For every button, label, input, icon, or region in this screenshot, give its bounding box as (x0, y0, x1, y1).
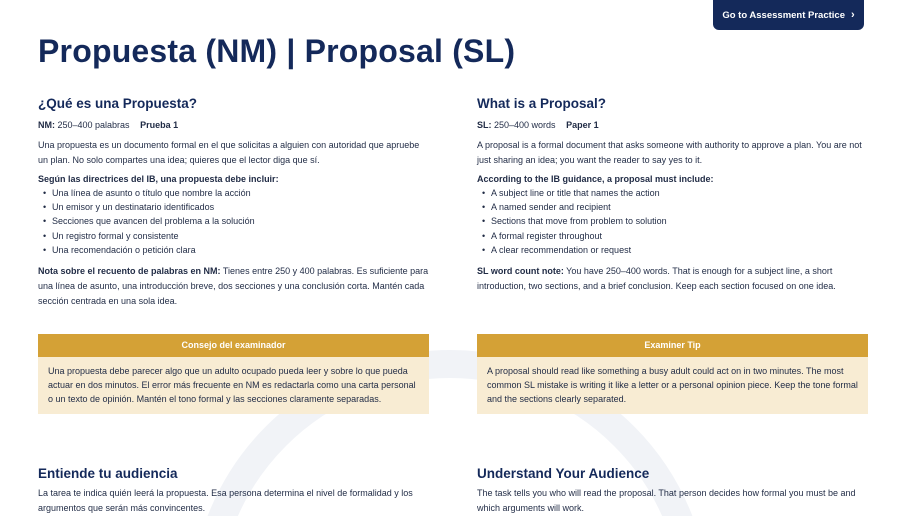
word-range: 250–400 palabras (55, 120, 130, 130)
note-label: SL word count note: (477, 266, 564, 277)
section-heading: Entiende tu audiencia (38, 466, 178, 481)
list-item: • Secciones que avancen del problema a la solución (38, 214, 430, 228)
section-heading: What is a Proposal? (477, 96, 607, 111)
note-label: Nota sobre el recuento de palabras en NM: (38, 266, 221, 277)
tip-body: A proposal should read like something a busy adult could act on in two minutes. The most common SL mistake is writing it like a letter or a personal opinion piece. Keep the tone formal and the sections clearly separated. (477, 357, 868, 414)
list-item: • Una recomendación o petición clara (38, 243, 430, 257)
cta-label: Go to Assessment Practice (722, 9, 845, 21)
list-item: • A clear recommendation or request (477, 243, 869, 257)
list-item: • Un registro formal y consistente (38, 229, 430, 243)
requirements-heading: Según las directrices del IB, una propuesta debe incluir: (38, 174, 279, 184)
intro-paragraph: A proposal is a formal document that asks someone with authority to approve a plan. You are not just sharing an idea; you want the reader to say yes to it. (477, 140, 862, 165)
level-label: SL: (477, 120, 492, 130)
examiner-tip-box (38, 334, 429, 414)
list-item: • Una línea de asunto o título que nombre la acción (38, 186, 430, 200)
audience-section (477, 466, 869, 516)
audience-paragraph: La tarea te indica quién leerá la propuesta. Esa persona determina el nivel de formalidad y los argumentos que serán más convincentes. (38, 488, 413, 513)
level-label: NM: (38, 120, 55, 130)
requirements-list (38, 186, 430, 257)
tip-heading: Consejo del examinador (38, 334, 429, 357)
list-item: • A named sender and recipient (477, 200, 869, 214)
examiner-tip-box (477, 334, 868, 414)
intro-paragraph: Una propuesta es un documento formal en el que solicitas a alguien con autoridad que apruebe un plan. No solo compartes una idea; quieres que el lector diga que sí. (38, 140, 420, 165)
paper-label: Prueba 1 (140, 120, 179, 130)
section-heading: Understand Your Audience (477, 466, 650, 481)
level-meta (477, 120, 869, 130)
go-to-assessment-practice-button[interactable] (713, 0, 864, 30)
audience-section (38, 466, 430, 516)
list-item: • A subject line or title that names the action (477, 186, 869, 200)
tip-body: Una propuesta debe parecer algo que un adulto ocupado pueda leer y sobre lo que pueda actuar en dos minutos. El error más frecuente en NM es redactarla como una carta personal o un texto de opinión. Mantén el tono formal y las secciones claramente separadas. (38, 357, 429, 414)
word-count-note (477, 264, 869, 294)
requirements-list (477, 186, 869, 257)
audience-paragraph: The task tells you who will read the proposal. That person decides how formal you must be and which arguments will work. (477, 488, 856, 513)
note-text: Tienes entre 250 y 400 palabras. Es suficiente para una línea de asunto, una introducción breve, dos secciones y una conclusión corta. Mantén cada sección centrada en una sola idea. (38, 266, 429, 307)
list-item: • Sections that move from problem to solution (477, 214, 869, 228)
spanish-column (38, 96, 430, 309)
english-column (477, 96, 869, 294)
word-count-note (38, 264, 430, 309)
section-heading: ¿Qué es una Propuesta? (38, 96, 198, 111)
list-item: • A formal register throughout (477, 229, 869, 243)
chevron-right-icon: › (851, 9, 855, 21)
note-text: You have 250–400 words. That is enough for a subject line, a short introduction, two sections, and a brief conclusion. Keep each section focused on one idea. (477, 266, 836, 292)
level-meta (38, 120, 430, 130)
tip-heading: Examiner Tip (477, 334, 868, 357)
page-title: Propuesta (NM) | Proposal (SL) (38, 33, 516, 69)
list-item: • Un emisor y un destinatario identificados (38, 200, 430, 214)
paper-label: Paper 1 (566, 120, 599, 130)
word-range: 250–400 words (491, 120, 556, 130)
requirements-heading: According to the IB guidance, a proposal must include: (477, 174, 714, 184)
